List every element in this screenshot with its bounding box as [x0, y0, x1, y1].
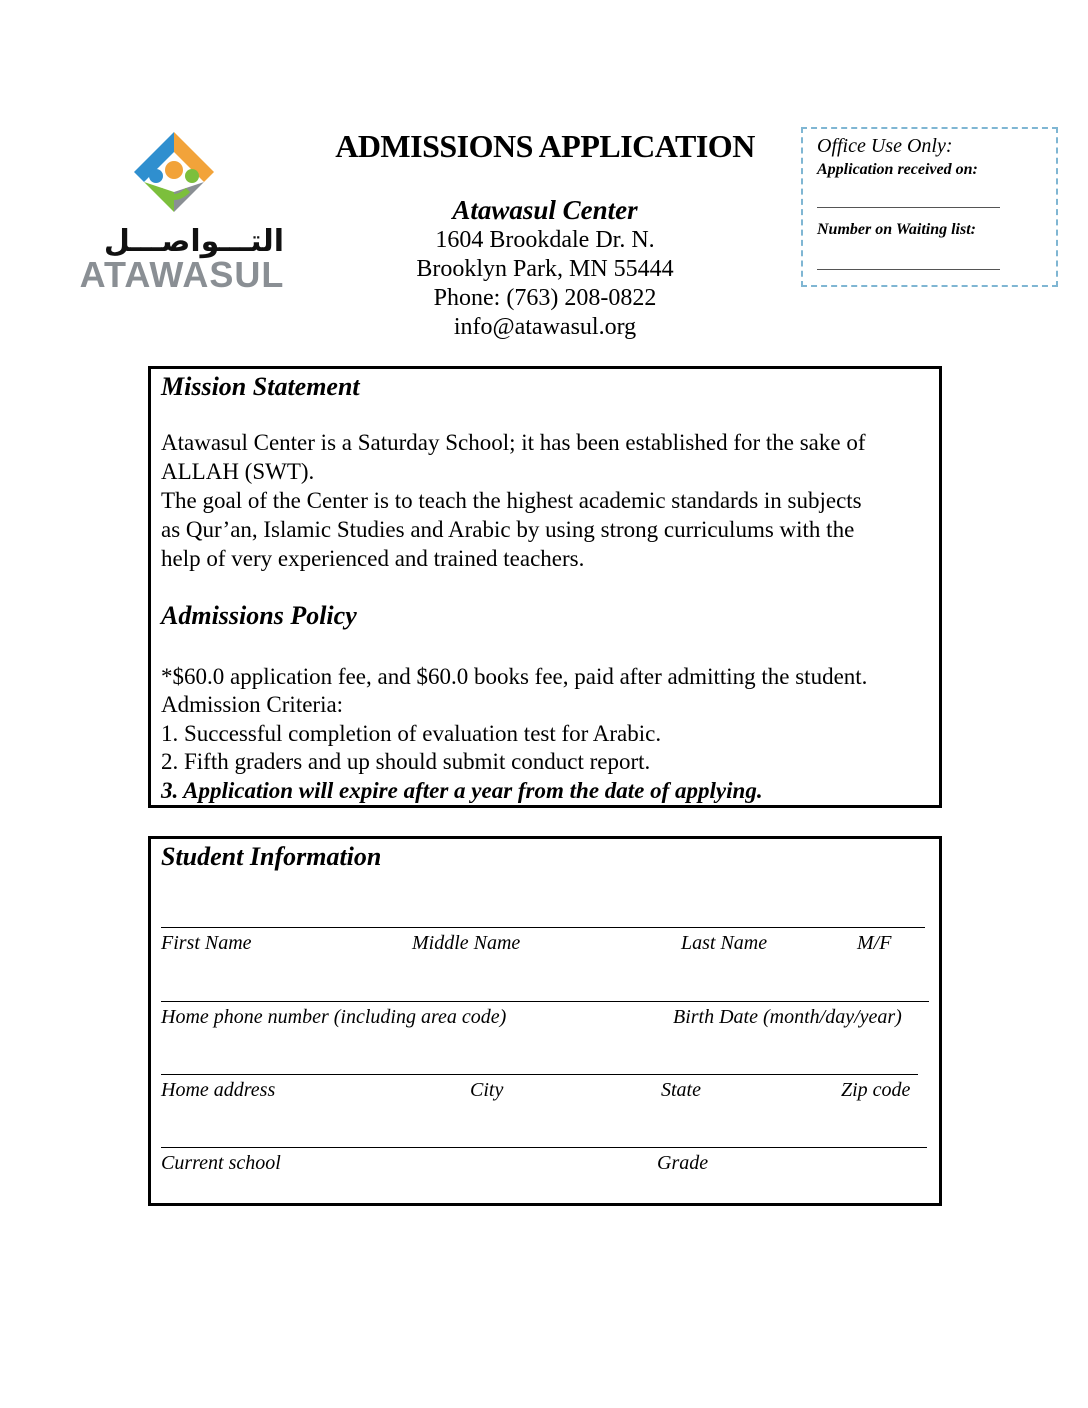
- mission-text-line-1: Atawasul Center is a Saturday School; it has been established for the sake of: [161, 430, 866, 455]
- mission-text-line-5: help of very experienced and trained teachers.: [161, 546, 585, 571]
- middle-name-label: Middle Name: [412, 932, 521, 954]
- atawasul-logo: [64, 128, 300, 295]
- office-use-heading: Office Use Only:: [817, 135, 953, 157]
- mission-text-line-3: The goal of the Center is to teach the highest academic standards in subjects: [161, 488, 862, 513]
- state-label: State: [661, 1079, 701, 1101]
- criteria-label: Admission Criteria:: [161, 692, 344, 717]
- mission-text-line-4: as Qur’an, Islamic Studies and Arabic by using strong curriculums with the: [161, 517, 855, 542]
- application-received-line[interactable]: [817, 207, 1000, 208]
- address-line-2: Brooklyn Park, MN 55444: [416, 256, 674, 282]
- first-name-label: First Name: [161, 932, 252, 954]
- waiting-list-label: Number on Waiting list:: [817, 221, 976, 238]
- office-use-box: [801, 127, 1058, 287]
- gender-label: M/F: [857, 932, 892, 954]
- city-label: City: [470, 1079, 504, 1101]
- logo-emblem-icon: [64, 128, 300, 228]
- last-name-label: Last Name: [681, 932, 768, 954]
- address-entry-line[interactable]: [161, 1074, 918, 1075]
- email-address[interactable]: info@atawasul.org: [453, 314, 637, 340]
- mission-statement-heading: Mission Statement: [161, 372, 360, 401]
- page-title: ADMISSIONS APPLICATION: [335, 128, 755, 164]
- center-contact-block: [380, 194, 710, 342]
- address-line-1: 1604 Brookdale Dr. N.: [435, 227, 655, 253]
- school-grade-entry-line[interactable]: [161, 1147, 927, 1148]
- waiting-list-line[interactable]: [817, 269, 1000, 270]
- fee-text: *$60.0 application fee, and $60.0 books fee, paid after admitting the student.: [161, 664, 868, 689]
- home-address-label: Home address: [161, 1079, 276, 1101]
- student-information-box: [148, 836, 942, 1206]
- criteria-item: 2. Fifth graders and up should submit conduct report.: [161, 749, 651, 774]
- birth-date-label: Birth Date (month/day/year): [673, 1006, 902, 1028]
- phone-birthdate-entry-line[interactable]: [161, 1001, 929, 1002]
- phone-number: Phone: (763) 208-0822: [433, 285, 657, 311]
- current-school-label: Current school: [161, 1152, 281, 1174]
- application-received-label: Application received on:: [817, 161, 978, 178]
- admissions-policy-heading: Admissions Policy: [161, 601, 357, 630]
- home-phone-label: Home phone number (including area code): [161, 1006, 507, 1028]
- student-information-heading: Student Information: [161, 842, 382, 871]
- logo-wordmark: ATAWASUL: [79, 254, 285, 295]
- grade-label: Grade: [657, 1152, 709, 1174]
- mission-admissions-box: [148, 366, 942, 808]
- name-entry-line[interactable]: [161, 927, 925, 928]
- criteria-item: 1. Successful completion of evaluation test for Arabic.: [161, 721, 662, 746]
- logo-arabic-text: التـــواصـــل: [103, 224, 284, 259]
- mission-text-line-2: ALLAH (SWT).: [161, 459, 315, 484]
- center-name: Atawasul Center: [452, 195, 638, 225]
- zip-code-label: Zip code: [841, 1079, 911, 1101]
- criteria-item: 3. Application will expire after a year from the date of applying.: [161, 778, 763, 803]
